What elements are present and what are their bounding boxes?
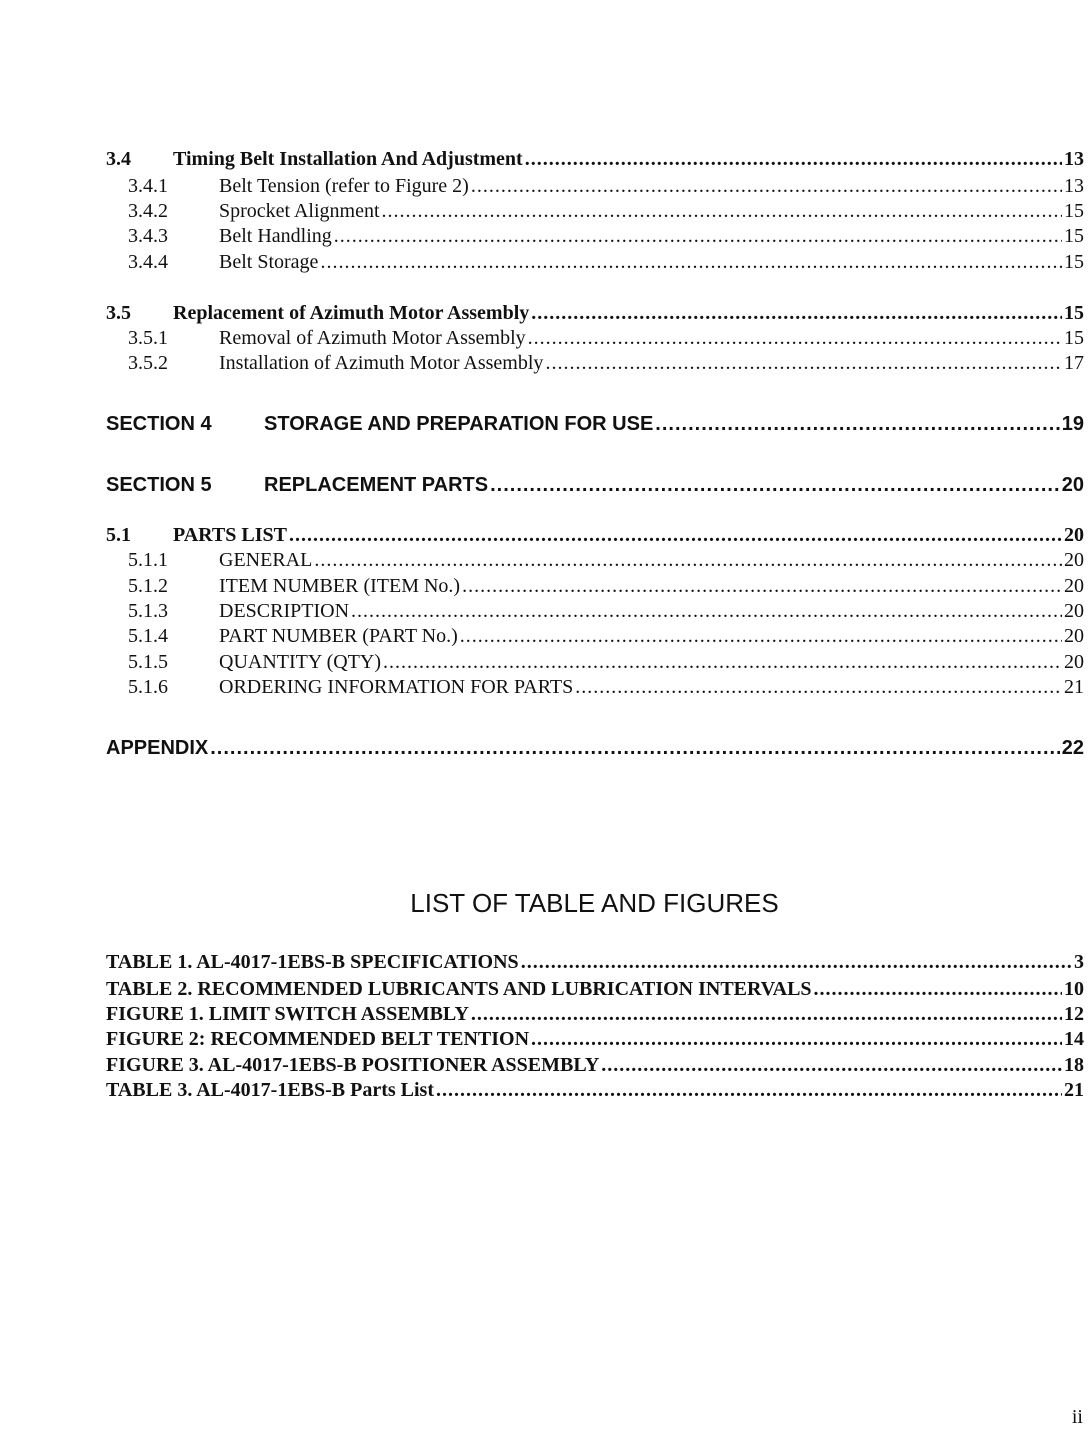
leader-dots: [471, 175, 1062, 198]
toc-entry-5-1-5[interactable]: [106, 651, 1084, 674]
leader-dots: [289, 524, 1062, 547]
leader-dots: [334, 225, 1062, 248]
page-number: ii: [1071, 1406, 1083, 1428]
toc-title: Timing Belt Installation And Adjustment: [173, 148, 523, 170]
toc-title: Belt Storage: [219, 251, 319, 273]
toc-title: Belt Tension (refer to Figure 2): [219, 175, 469, 197]
toc-number: 5.1: [106, 524, 131, 546]
leader-dots: [314, 549, 1062, 572]
toc-entry-3-5-1[interactable]: [106, 327, 1084, 350]
toc-title: Removal of Azimuth Motor Assembly: [219, 327, 526, 349]
toc-entry-3-4-3[interactable]: [106, 225, 1084, 248]
lof-title: TABLE 1. AL-4017-1EBS-B SPECIFICATIONS: [106, 951, 519, 973]
toc-page: 20: [1064, 524, 1084, 546]
toc-page: 19: [1061, 413, 1084, 435]
toc-number: 3.5.1: [128, 327, 168, 349]
leader-dots: [814, 978, 1062, 1001]
leader-dots: [655, 413, 1059, 436]
leader-dots: [436, 1079, 1062, 1102]
lof-page: 21: [1064, 1079, 1084, 1101]
toc-page: 22: [1061, 737, 1084, 759]
toc-title: PARTS LIST: [173, 524, 287, 546]
leader-dots: [351, 600, 1062, 623]
lof-entry-figure-3[interactable]: [106, 1054, 1084, 1077]
toc-page: 13: [1064, 175, 1084, 197]
toc-title: Replacement of Azimuth Motor Assembly: [173, 302, 530, 324]
leader-dots: [601, 1054, 1062, 1077]
toc-page: 15: [1064, 225, 1084, 247]
toc-entry-appendix[interactable]: [106, 737, 1084, 760]
toc-number: 5.1.3: [128, 600, 168, 622]
toc-title: DESCRIPTION: [219, 600, 350, 622]
toc-title: ITEM NUMBER (ITEM No.): [219, 575, 461, 597]
toc-page: 13: [1064, 148, 1084, 170]
toc-title: PART NUMBER (PART No.): [219, 625, 458, 647]
toc-number: 3.4.1: [128, 175, 168, 197]
lof-page: 10: [1064, 978, 1084, 1000]
leader-dots: [460, 625, 1062, 648]
toc-entry-section-4[interactable]: [106, 413, 1084, 436]
leader-dots: [490, 474, 1060, 497]
leader-dots: [528, 327, 1062, 350]
lof-title: FIGURE 3. AL-4017-1EBS-B POSITIONER ASSEMBLY: [106, 1054, 600, 1076]
toc-page: 15: [1064, 302, 1084, 324]
toc-number: 3.4.3: [128, 225, 168, 247]
lof-title: TABLE 3. AL-4017-1EBS-B Parts List: [106, 1079, 434, 1101]
toc-number: 3.5: [106, 302, 131, 324]
toc-entry-5-1-1[interactable]: [106, 549, 1084, 572]
leader-dots: [462, 575, 1062, 598]
toc-number: 5.1.5: [128, 651, 168, 673]
toc-title: REPLACEMENT PARTS: [264, 474, 489, 496]
lof-entry-table-2[interactable]: [106, 978, 1084, 1001]
toc-number: SECTION 5: [106, 474, 212, 496]
toc-page: 20: [1064, 600, 1084, 622]
toc-number: 5.1.4: [128, 625, 168, 647]
lof-page: 18: [1064, 1054, 1084, 1076]
lof-entry-table-3[interactable]: [106, 1079, 1084, 1102]
toc-title: STORAGE AND PREPARATION FOR USE: [264, 413, 654, 435]
leader-dots: [545, 352, 1062, 375]
toc-page: 20: [1064, 651, 1084, 673]
toc-entry-section-5[interactable]: [106, 474, 1084, 497]
leader-dots: [383, 651, 1062, 674]
toc-entry-5-1-3[interactable]: [106, 600, 1084, 623]
leader-dots: [531, 1028, 1062, 1051]
lof-title: FIGURE 1. LIMIT SWITCH ASSEMBLY: [106, 1003, 469, 1025]
toc-entry-3-4-1[interactable]: [106, 175, 1084, 198]
toc-number: 3.5.2: [128, 352, 168, 374]
leader-dots: [525, 148, 1062, 171]
toc-number: 5.1.6: [128, 676, 168, 698]
toc-entry-3-4-4[interactable]: [106, 251, 1084, 274]
toc-page: 15: [1064, 200, 1084, 222]
lof-page: 3: [1074, 951, 1084, 973]
toc-number: 5.1.1: [128, 549, 168, 571]
toc-entry-3-5[interactable]: [106, 302, 1084, 325]
toc-title: GENERAL: [219, 549, 313, 571]
toc-page: 20: [1064, 549, 1084, 571]
leader-dots: [320, 251, 1062, 274]
toc-entry-5-1-4[interactable]: [106, 625, 1084, 648]
leader-dots: [471, 1003, 1062, 1026]
leader-dots: [531, 302, 1062, 325]
toc-title: QUANTITY (QTY): [219, 651, 381, 673]
toc-entry-5-1-6[interactable]: [106, 676, 1084, 699]
toc-entry-3-4[interactable]: [106, 148, 1084, 171]
toc-page: 20: [1061, 474, 1084, 496]
toc-entry-5-1[interactable]: [106, 524, 1084, 547]
lof-page: 12: [1064, 1003, 1084, 1025]
leader-dots: [575, 676, 1062, 699]
lof-entry-table-1[interactable]: [106, 951, 1084, 974]
lof-title: FIGURE 2: RECOMMENDED BELT TENTION: [106, 1028, 530, 1050]
leader-dots: [210, 737, 1060, 760]
toc-page: 20: [1064, 625, 1084, 647]
lof-title: TABLE 2. RECOMMENDED LUBRICANTS AND LUBRICATION INTERVALS: [106, 978, 812, 1000]
toc-entry-3-5-2[interactable]: [106, 352, 1084, 375]
lof-page: 14: [1064, 1028, 1084, 1050]
toc-page: 15: [1064, 251, 1084, 273]
toc-title: Belt Handling: [219, 225, 332, 247]
toc-number: SECTION 4: [106, 413, 212, 435]
toc-number: 5.1.2: [128, 575, 168, 597]
list-of-tables-heading: LIST OF TABLE AND FIGURES: [410, 888, 779, 918]
toc-number: 3.4.4: [128, 251, 168, 273]
leader-dots: [382, 200, 1062, 223]
lof-entry-figure-2[interactable]: [106, 1028, 1084, 1051]
toc-entry-3-4-2[interactable]: [106, 200, 1084, 223]
toc-entry-5-1-2[interactable]: [106, 575, 1084, 598]
toc-title: APPENDIX: [106, 737, 209, 759]
toc-title: Sprocket Alignment: [219, 200, 380, 222]
toc-page: 15: [1064, 327, 1084, 349]
toc-title: ORDERING INFORMATION FOR PARTS: [219, 676, 574, 698]
toc-title: Installation of Azimuth Motor Assembly: [219, 352, 544, 374]
toc-page: 17: [1064, 352, 1084, 374]
toc-page: 21: [1064, 676, 1084, 698]
leader-dots: [521, 951, 1072, 974]
toc-number: 3.4.2: [128, 200, 168, 222]
toc-page: 20: [1064, 575, 1084, 597]
toc-number: 3.4: [106, 148, 131, 170]
lof-entry-figure-1[interactable]: [106, 1003, 1084, 1026]
